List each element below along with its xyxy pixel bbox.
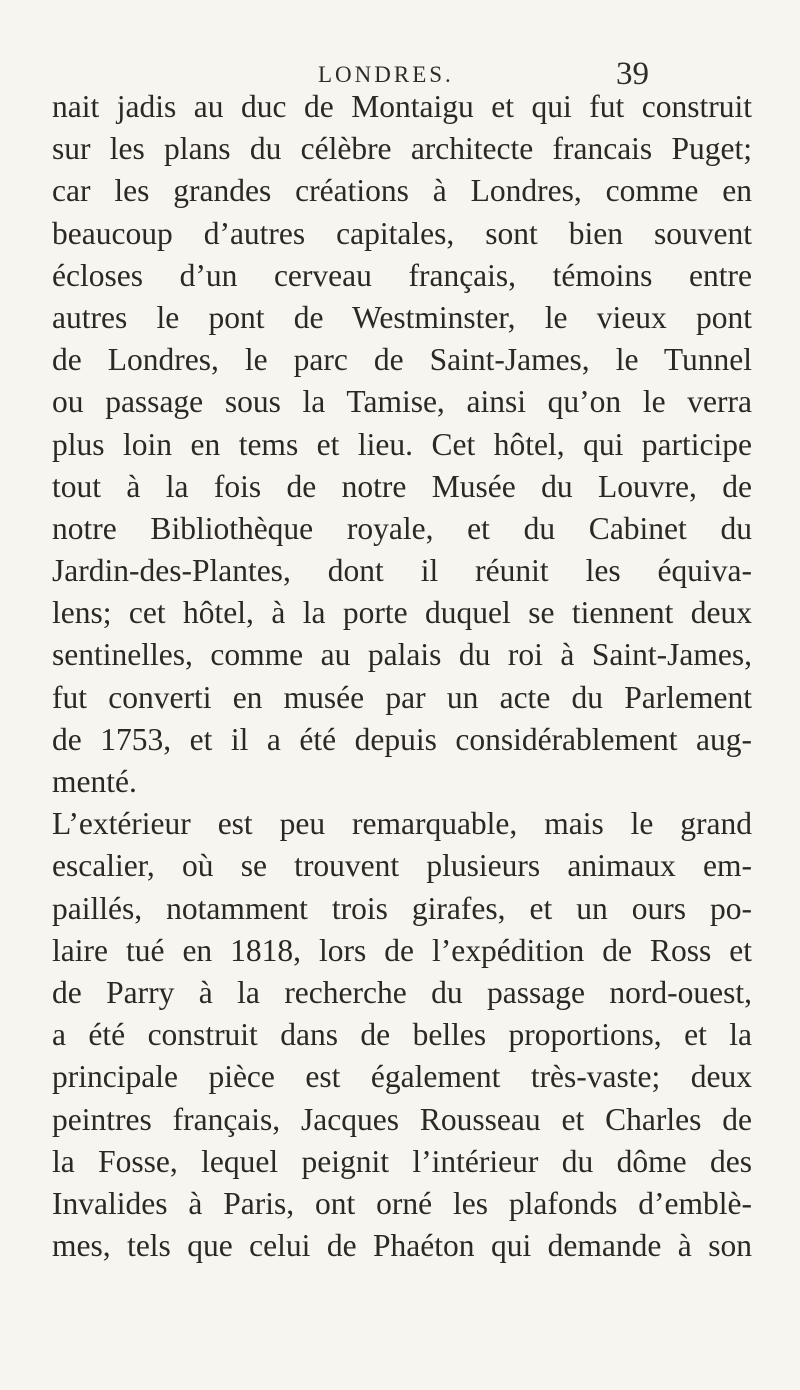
text-line: de Londres, le parc de Saint-James, le Tunnel [52, 342, 752, 378]
text-line: tout à la fois de notre Musée du Louvre, de [52, 468, 752, 504]
text-line: lens; cet hôtel, à la porte duquel se tiennent deux [52, 595, 752, 631]
page-number: 39 [616, 56, 649, 92]
text-line: la Fosse, lequel peignit l’intérieur du dôme des [52, 1143, 752, 1179]
text-line: notre Bibliothèque royale, et du Cabinet du [52, 510, 752, 546]
text-line: autres le pont de Westminster, le vieux pont [52, 299, 752, 335]
text-line: menté. [52, 764, 137, 799]
text-line: Invalides à Paris, ont orné les plafonds d’emblè- [52, 1185, 752, 1221]
text-line: principale pièce est également très-vaste; deux [52, 1059, 752, 1095]
text-line: a été construit dans de belles proportions, et la [52, 1017, 752, 1053]
text-line: Jardin-des-Plantes, dont il réunit les équiva- [52, 553, 752, 589]
text-line: de Parry à la recherche du passage nord-ouest, [52, 974, 752, 1010]
body-text [52, 86, 752, 1267]
text-line: escalier, où se trouvent plusieurs animaux em- [52, 848, 752, 884]
text-line: de 1753, et il a été depuis considérablement aug- [52, 721, 752, 757]
text-line: car les grandes créations à Londres, comme en [52, 173, 752, 209]
text-line: mes, tels que celui de Phaéton qui demande à son [52, 1228, 752, 1264]
text-line: plus loin en tems et lieu. Cet hôtel, qui participe [52, 426, 752, 462]
running-title: LONDRES. [318, 62, 454, 87]
text-line: écloses d’un cerveau français, témoins entre [52, 257, 752, 293]
text-line: sur les plans du célèbre architecte francais Puget; [52, 131, 752, 167]
text-line: fut converti en musée par un acte du Parlement [52, 679, 752, 715]
text-line: laire tué en 1818, lors de l’expédition de Ross et [52, 932, 752, 968]
text-line: peintres français, Jacques Rousseau et Charles de [52, 1101, 752, 1137]
text-line: paillés, notamment trois girafes, et un ours po- [52, 890, 752, 926]
text-line: ou passage sous la Tamise, ainsi qu’on le verra [52, 384, 752, 420]
text-line: beaucoup d’autres capitales, sont bien souvent [52, 215, 752, 251]
text-line: nait jadis au duc de Montaigu et qui fut construit [52, 89, 752, 124]
text-line: sentinelles, comme au palais du roi à Saint-James, [52, 637, 752, 673]
text-line: L’extérieur est peu remarquable, mais le grand [52, 806, 752, 842]
